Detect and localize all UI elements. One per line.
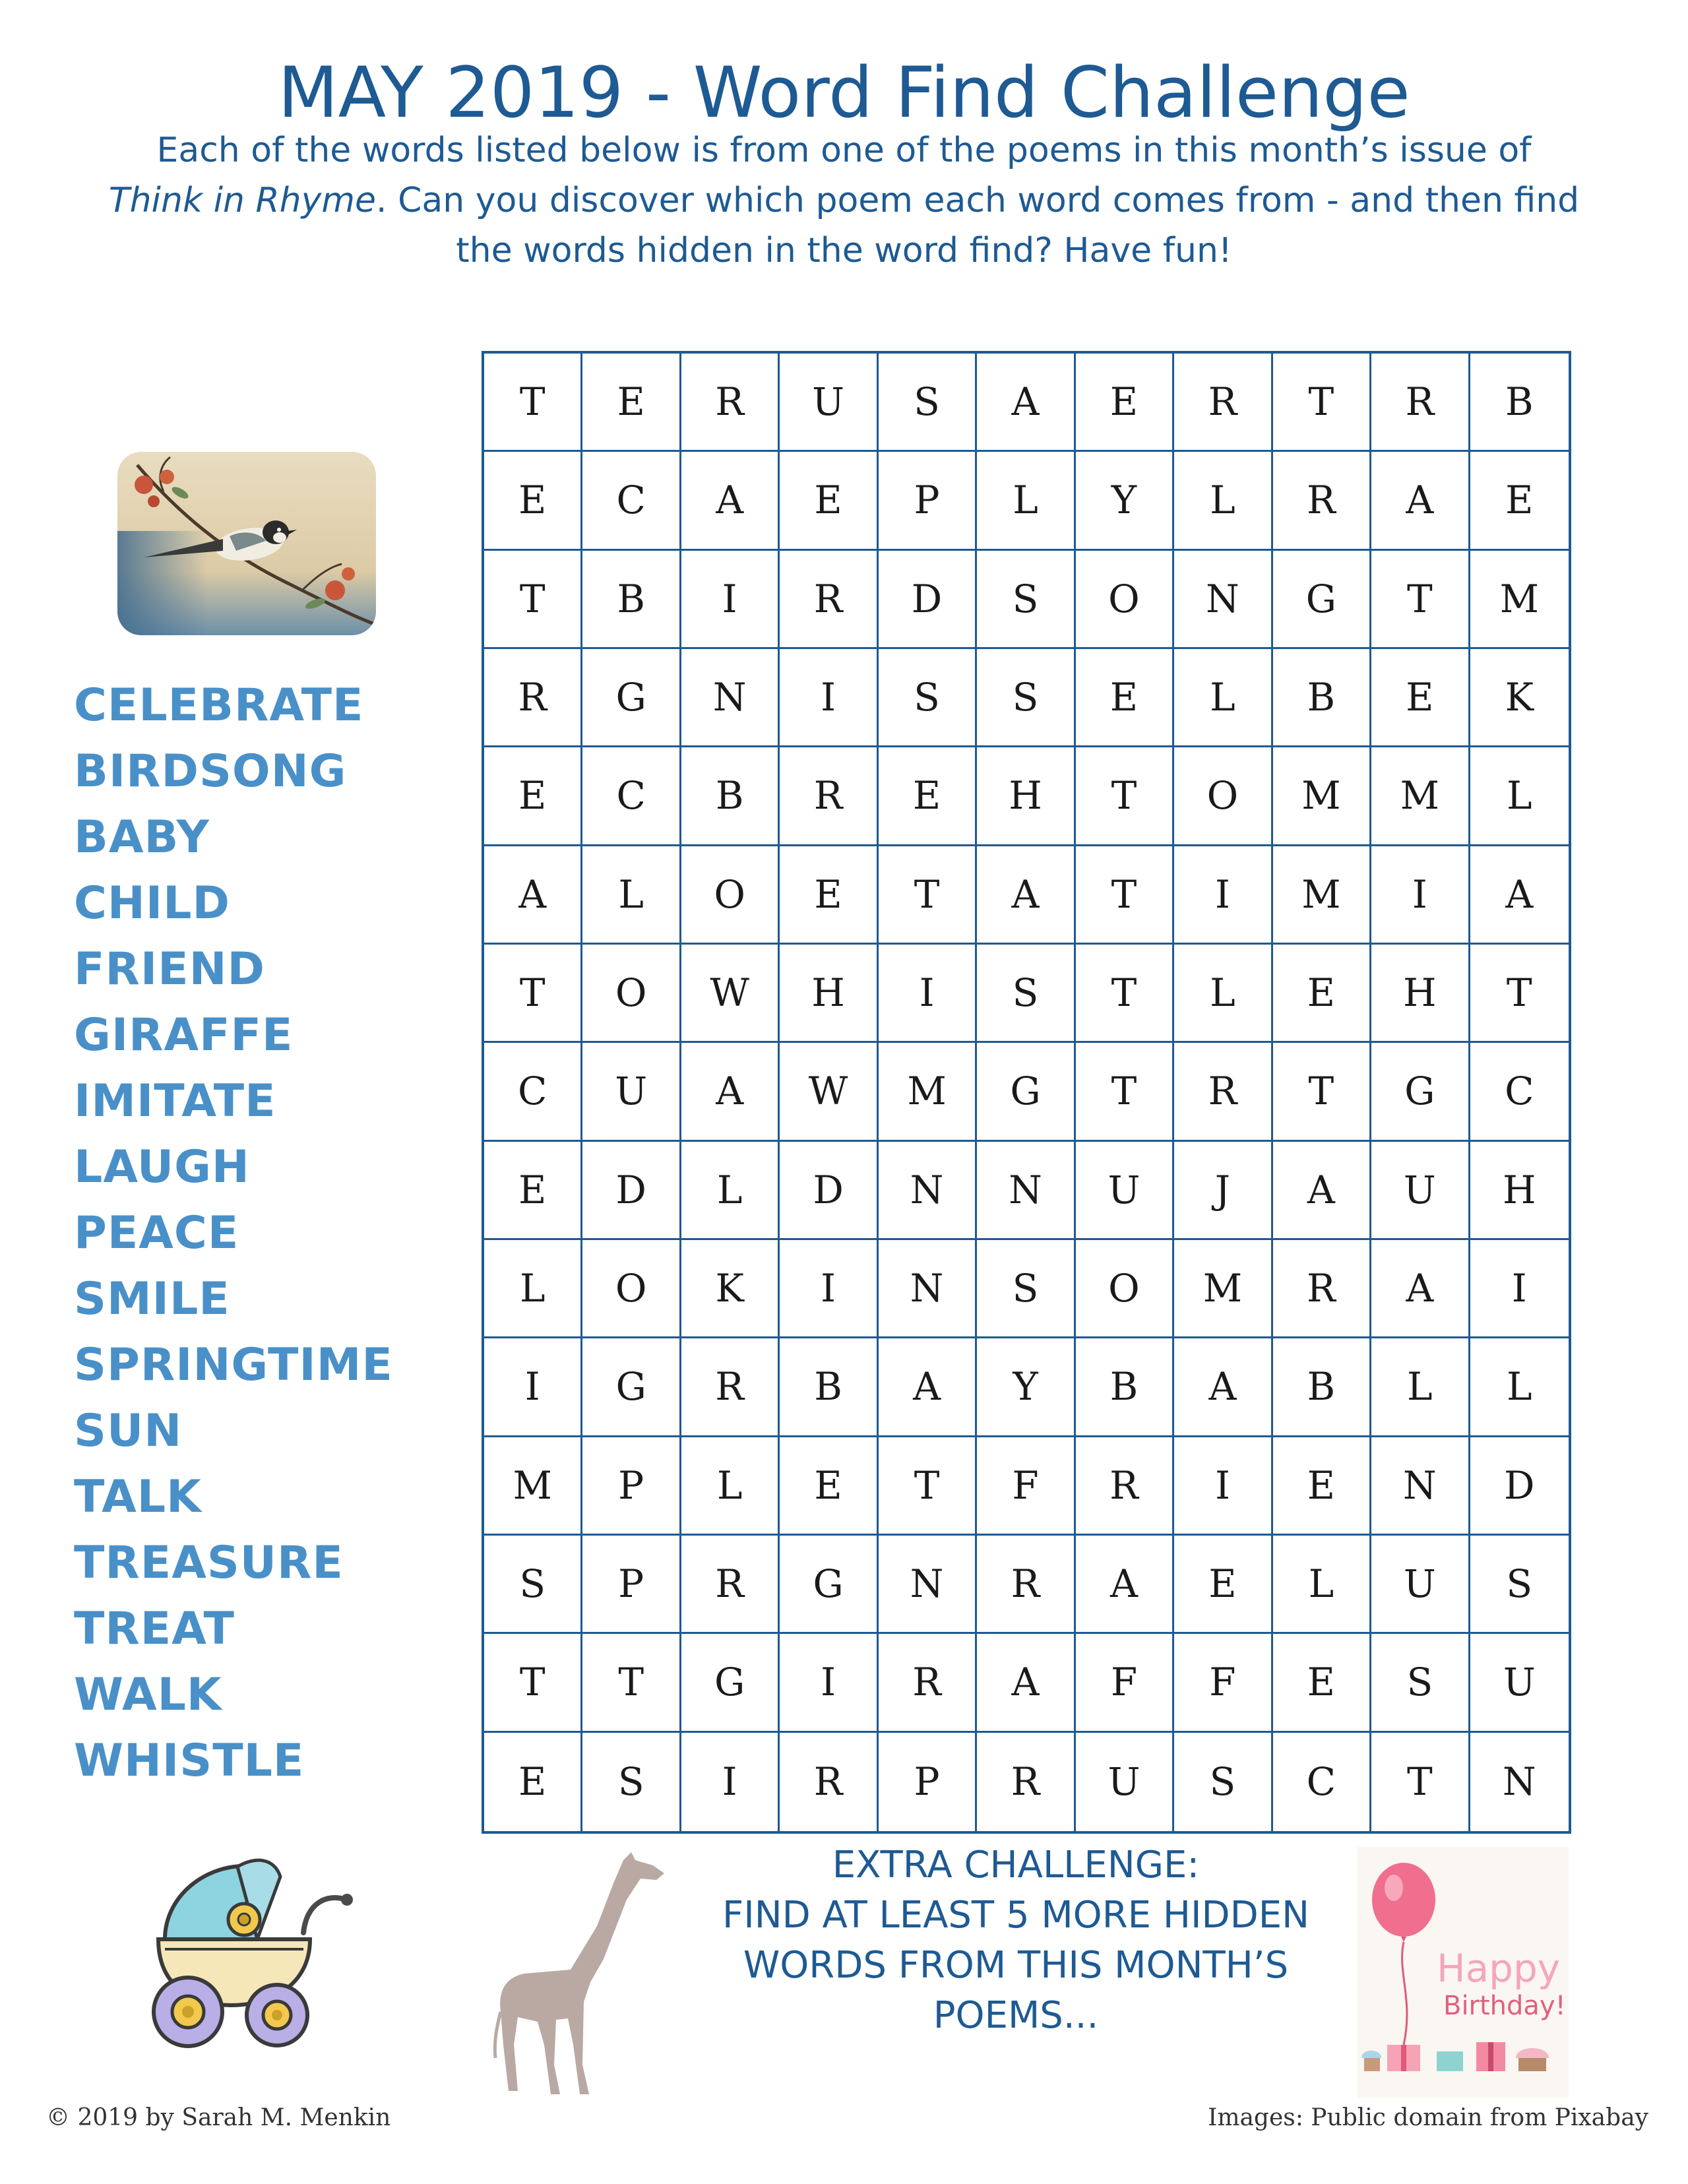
grid-cell: I (780, 1634, 878, 1732)
intro-line-2-rest: . Can you discover which poem each word comes from - and then find (376, 181, 1580, 220)
grid-cell: T (484, 945, 582, 1043)
grid-cell: A (1076, 1536, 1174, 1634)
copyright-text: © 2019 by Sarah M. Menkin (46, 2104, 391, 2131)
birthday-card-happy: Happy (1437, 1946, 1561, 1991)
grid-cell: C (1273, 1733, 1371, 1831)
word-list-item: CHILD (74, 877, 230, 929)
grid-cell: A (1371, 452, 1470, 550)
grid-cell: H (977, 747, 1075, 846)
word-list-item: TREAT (74, 1603, 235, 1655)
grid-cell: S (1371, 1634, 1470, 1732)
grid-cell: T (484, 551, 582, 649)
grid-cell: L (1470, 1338, 1569, 1437)
grid-cell: R (780, 551, 878, 649)
birthday-card-birthday: Birthday! (1443, 1991, 1566, 2021)
grid-cell: A (879, 1338, 977, 1437)
grid-cell: I (1371, 846, 1470, 945)
baby-pram-icon (139, 1840, 363, 2058)
grid-cell: C (582, 452, 681, 550)
grid-cell: W (780, 1043, 878, 1141)
grid-cell: Y (977, 1338, 1075, 1437)
grid-cell: F (1076, 1634, 1174, 1732)
grid-cell: U (1076, 1142, 1174, 1240)
intro-text (53, 125, 1635, 276)
grid-cell: T (1273, 354, 1371, 452)
grid-cell: N (1174, 551, 1272, 649)
intro-line-1: Each of the words listed below is from one of the poems in this month’s issue of (156, 131, 1532, 170)
grid-cell: D (780, 1142, 878, 1240)
bird-painting-icon (117, 452, 376, 635)
grid-cell: G (582, 649, 681, 747)
grid-cell: M (1273, 747, 1371, 846)
grid-cell: N (1502, 1759, 1536, 1805)
grid-cell: R (1371, 354, 1470, 452)
grid-cell: D (582, 1142, 681, 1240)
grid-cell: E (780, 846, 878, 945)
grid-cell: E (1076, 354, 1174, 452)
grid-cell: T (1076, 747, 1174, 846)
grid-cell: I (879, 945, 977, 1043)
grid-cell: R (780, 1733, 878, 1831)
grid-cell: J (1174, 1142, 1272, 1240)
grid-cell: T (1076, 1043, 1174, 1141)
grid-cell: U (582, 1043, 681, 1141)
grid-cell: B (1076, 1338, 1174, 1437)
grid-cell: C (484, 1043, 582, 1141)
grid-cell: C (1470, 1043, 1569, 1141)
grid-cell: N (681, 649, 780, 747)
magazine-name: Think in Rhyme (108, 181, 377, 220)
grid-cell: S (879, 354, 977, 452)
grid-cell: E (582, 354, 681, 452)
grid-cell: W (681, 945, 780, 1043)
word-list-item: BIRDSONG (74, 745, 347, 797)
grid-cell: D (1470, 1437, 1569, 1536)
grid-cell: L (681, 1437, 780, 1536)
grid-cell: B (780, 1338, 878, 1437)
grid-cell: P (582, 1536, 681, 1634)
grid-cell: E (1076, 649, 1174, 747)
extra-challenge-line-3: WORDS FROM THIS MONTH’S (743, 1944, 1289, 1987)
grid-cell: O (681, 846, 780, 945)
grid-cell: T (1273, 1043, 1371, 1141)
grid-cell: I (1174, 846, 1272, 945)
grid-cell: L (1371, 1338, 1470, 1437)
grid-cell: R (681, 1536, 780, 1634)
grid-cell: N (879, 1142, 977, 1240)
word-list-item: WHISTLE (74, 1735, 305, 1787)
grid-cell: A (977, 1634, 1075, 1732)
extra-challenge-line-2: FIND AT LEAST 5 MORE HIDDEN (722, 1894, 1309, 1937)
grid-cell: B (582, 551, 681, 649)
grid-cell: K (681, 1240, 780, 1338)
grid-cell: B (1470, 354, 1569, 452)
grid-cell: D (879, 551, 977, 649)
grid-cell: E (484, 452, 582, 550)
grid-cell: G (977, 1043, 1075, 1141)
grid-cell: G (1273, 551, 1371, 649)
giraffe-silhouette-icon (491, 1847, 676, 2104)
grid-cell: S (1174, 1733, 1272, 1831)
grid-cell: G (780, 1536, 878, 1634)
grid-cell: O (1076, 551, 1174, 649)
grid-cell: L (977, 452, 1075, 550)
grid-cell: F (1174, 1634, 1272, 1732)
grid-cell: T (484, 354, 582, 452)
grid-cell: L (582, 846, 681, 945)
grid-cell: S (977, 649, 1075, 747)
grid-cell: E (484, 1142, 582, 1240)
grid-cell: A (681, 1043, 780, 1141)
grid-cell: A (1470, 846, 1569, 945)
grid-cell: A (1174, 1338, 1272, 1437)
word-list-item: SPRINGTIME (74, 1339, 393, 1391)
word-list-item: WALK (74, 1669, 222, 1721)
grid-cell: I (681, 551, 780, 649)
word-list-item: GIRAFFE (74, 1009, 294, 1061)
grid-cell: T (582, 1634, 681, 1732)
grid-cell: T (1371, 1733, 1470, 1831)
grid-cell: L (1174, 649, 1272, 747)
grid-cell: E (484, 747, 582, 846)
birthday-card (1358, 1847, 1569, 2098)
word-list-item: FRIEND (74, 943, 265, 995)
grid-cell: S (582, 1733, 681, 1831)
grid-cell: A (1273, 1142, 1371, 1240)
grid-cell: B (1273, 649, 1371, 747)
word-list-item: SUN (74, 1405, 183, 1457)
grid-cell: R (1076, 1437, 1174, 1536)
grid-cell: N (879, 1240, 977, 1338)
grid-cell: E (1273, 1634, 1371, 1732)
grid-cell: E (484, 1733, 582, 1831)
grid-cell: A (484, 846, 582, 945)
word-find-grid (482, 351, 1571, 1834)
word-list-item: BABY (74, 811, 210, 863)
grid-cell: O (1174, 747, 1272, 846)
grid-cell: T (1076, 945, 1174, 1043)
grid-cell: R (1273, 452, 1371, 550)
grid-cell: R (681, 1338, 780, 1437)
grid-cell: U (780, 354, 878, 452)
grid-cell: L (1174, 945, 1272, 1043)
grid-cell: R (879, 1634, 977, 1732)
grid-cell: I (1470, 1240, 1569, 1338)
grid-cell: L (1273, 1536, 1371, 1634)
grid-cell: G (1371, 1043, 1470, 1141)
image-credits: Images: Public domain from Pixabay (1208, 2104, 1648, 2131)
grid-cell: T (879, 846, 977, 945)
page-title: MAY 2019 - Word Find Challenge (278, 52, 1410, 133)
grid-cell: I (780, 1240, 878, 1338)
grid-cell: M (484, 1437, 582, 1536)
grid-cell: P (879, 1733, 977, 1831)
grid-cell: R (484, 649, 582, 747)
grid-cell: E (780, 452, 878, 550)
grid-cell: N (977, 1142, 1075, 1240)
grid-cell: E (1371, 649, 1470, 747)
word-list-item: TREASURE (74, 1537, 344, 1589)
grid-cell: I (780, 649, 878, 747)
grid-cell: Y (1076, 452, 1174, 550)
grid-cell: M (1273, 846, 1371, 945)
grid-cell: S (879, 649, 977, 747)
grid-cell: P (582, 1437, 681, 1536)
grid-cell: U (1371, 1142, 1470, 1240)
word-list-item: IMITATE (74, 1075, 276, 1127)
grid-cell: U (1470, 1634, 1569, 1732)
grid-cell: S (977, 945, 1075, 1043)
grid-cell: I (681, 1733, 780, 1831)
grid-cell: R (681, 354, 780, 452)
grid-cell: M (1174, 1240, 1272, 1338)
grid-cell: R (977, 1536, 1075, 1634)
grid-cell: C (582, 747, 681, 846)
intro-line-2 (53, 175, 1635, 226)
grid-cell: S (484, 1536, 582, 1634)
word-list-item: SMILE (74, 1273, 230, 1325)
grid-cell: G (681, 1634, 780, 1732)
word-list-item: LAUGH (74, 1141, 250, 1193)
grid-cell: F (977, 1437, 1075, 1536)
grid-cell: R (1273, 1240, 1371, 1338)
grid-cell: E (879, 747, 977, 846)
grid-cell: N (1371, 1437, 1470, 1536)
grid-cell: A (1371, 1240, 1470, 1338)
grid-cell: O (582, 1240, 681, 1338)
grid-cell: T (1470, 945, 1569, 1043)
grid-cell: S (977, 1240, 1075, 1338)
extra-challenge-line-1: EXTRA CHALLENGE: (832, 1844, 1200, 1887)
extra-challenge (673, 1840, 1359, 2041)
grid-cell: H (1371, 945, 1470, 1043)
grid-cell: A (681, 452, 780, 550)
grid-cell: B (1273, 1338, 1371, 1437)
grid-cell: T (1371, 551, 1470, 649)
grid-cell: A (977, 846, 1075, 945)
grid-cell: O (1076, 1240, 1174, 1338)
grid-cell: B (681, 747, 780, 846)
grid-cell: M (879, 1043, 977, 1141)
grid-cell: E (780, 1437, 878, 1536)
grid-cell: L (484, 1240, 582, 1338)
grid-cell: L (1174, 452, 1272, 550)
grid-cell: P (879, 452, 977, 550)
grid-cell: T (1076, 846, 1174, 945)
grid-cell: E (1273, 1437, 1371, 1536)
grid-cell: H (1470, 1142, 1569, 1240)
grid-cell: E (1470, 452, 1569, 550)
word-list (74, 673, 456, 1794)
grid-cell: L (681, 1142, 780, 1240)
intro-line-3: the words hidden in the word find? Have fun! (456, 231, 1232, 270)
extra-challenge-line-4: POEMS... (933, 1994, 1099, 2037)
word-list-item: PEACE (74, 1207, 239, 1259)
grid-cell: H (780, 945, 878, 1043)
grid-cell: I (484, 1338, 582, 1437)
grid-cell: N (879, 1536, 977, 1634)
grid-cell: A (977, 354, 1075, 452)
grid-cell: S (1470, 1536, 1569, 1634)
grid-cell: R (1174, 1043, 1272, 1141)
grid-cell: S (977, 551, 1075, 649)
grid-cell: K (1470, 649, 1569, 747)
grid-cell: M (1371, 747, 1470, 846)
grid-cell: R (780, 747, 878, 846)
grid-cell: U (1371, 1536, 1470, 1634)
grid-cell: E (1273, 945, 1371, 1043)
grid-cell: O (582, 945, 681, 1043)
grid-cell: E (1174, 1536, 1272, 1634)
grid-cell: R (1174, 354, 1272, 452)
grid-cell: G (582, 1338, 681, 1437)
grid-cell: M (1470, 551, 1569, 649)
word-list-item: CELEBRATE (74, 679, 364, 732)
grid-cell: T (484, 1634, 582, 1732)
grid-cell: R (977, 1733, 1075, 1831)
grid-cell: T (879, 1437, 977, 1536)
grid-cell: I (1174, 1437, 1272, 1536)
word-list-item: TALK (74, 1471, 202, 1523)
grid-cell: L (1470, 747, 1569, 846)
grid-cell: U (1076, 1733, 1174, 1831)
